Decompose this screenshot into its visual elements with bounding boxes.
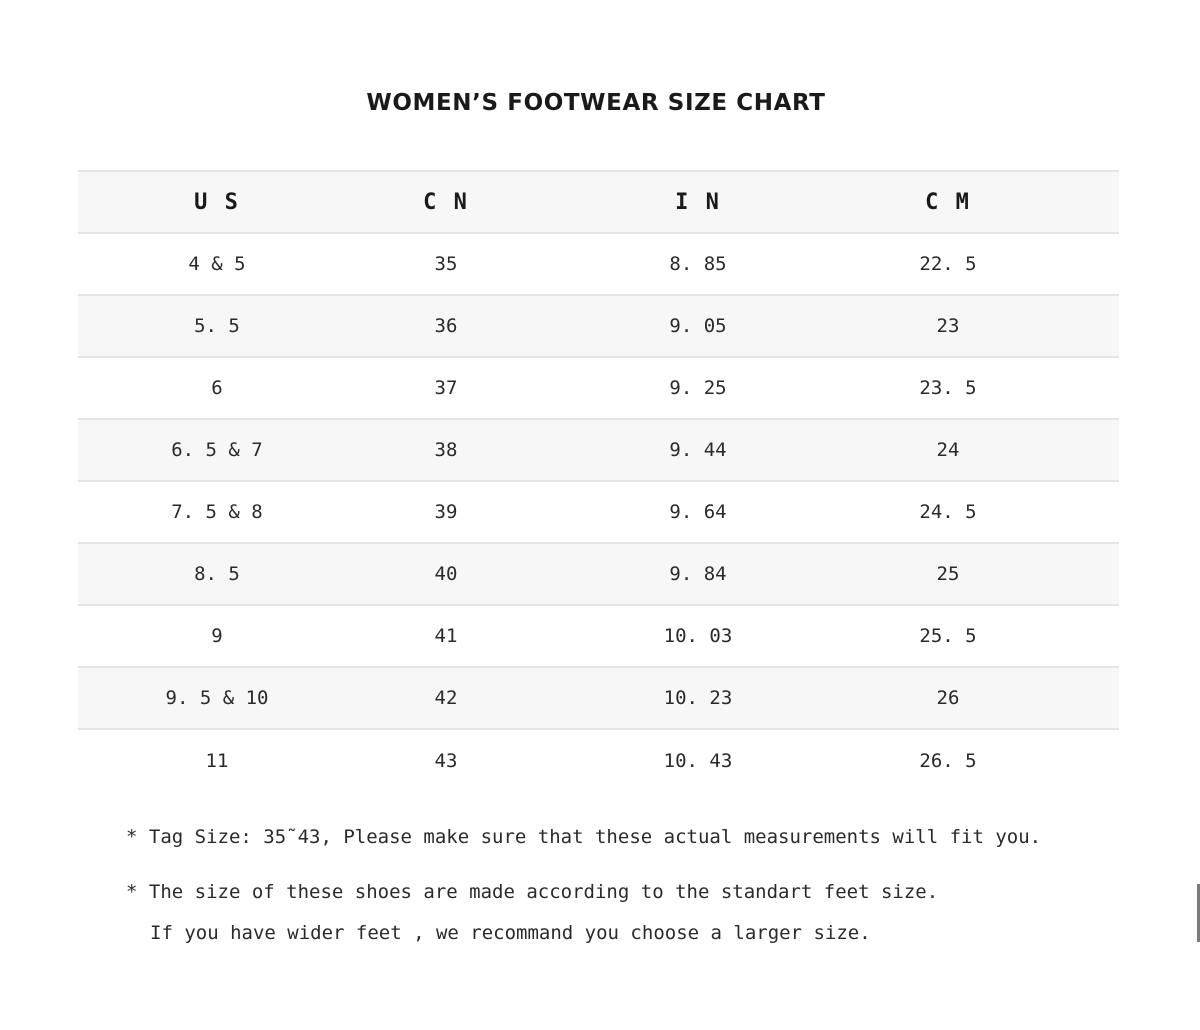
table-header-row [78,170,1119,234]
cell-cm: 23. 5 [919,377,977,399]
table-row [78,234,1119,296]
note-standard-size: * The size of these shoes are made according to the standart feet size. [126,881,939,903]
cell-cm: 26. 5 [919,750,977,772]
cell-cm: 25. 5 [919,625,977,647]
cell-in: 9. 05 [669,315,727,337]
cell-in: 9. 44 [669,439,727,461]
cell-us: 6 [211,377,223,399]
cell-us: 9 [211,625,223,647]
cell-cm: 22. 5 [919,253,977,275]
cell-cn: 41 [434,625,458,647]
cell-cn: 37 [434,377,458,399]
cell-cm: 25 [936,563,960,585]
table-row [78,668,1119,730]
cell-us: 6. 5 & 7 [171,439,263,461]
cell-cm: 23 [936,315,960,337]
table-row [78,606,1119,668]
cell-cn: 40 [434,563,458,585]
cell-in: 9. 25 [669,377,727,399]
header-us: U S [194,189,240,215]
header-cn: C N [423,189,469,215]
cell-cn: 38 [434,439,458,461]
header-cm: C M [925,189,971,215]
cell-us: 7. 5 & 8 [171,501,263,523]
table-row [78,730,1119,792]
cell-cn: 35 [434,253,458,275]
note-wider-feet: If you have wider feet , we recommand you choose a larger size. [150,922,871,944]
cell-cn: 36 [434,315,458,337]
table-row [78,296,1119,358]
cell-cn: 42 [434,687,458,709]
cell-us: 4 & 5 [188,253,246,275]
cell-cm: 24. 5 [919,501,977,523]
cell-cn: 39 [434,501,458,523]
header-in: I N [675,189,721,215]
cell-in: 9. 64 [669,501,727,523]
size-table [78,170,1119,792]
cell-us: 11 [205,750,229,772]
cell-in: 10. 43 [663,750,733,772]
cell-cm: 26 [936,687,960,709]
cell-in: 10. 03 [663,625,733,647]
table-row [78,358,1119,420]
note-tag-size: * Tag Size: 35˜43, Please make sure that these actual measurements will fit you. [126,826,1042,848]
cell-us: 5. 5 [194,315,240,337]
cell-in: 8. 85 [669,253,727,275]
cell-in: 9. 84 [669,563,727,585]
chart-title: WOMEN’S FOOTWEAR SIZE CHART [366,90,826,116]
cell-cn: 43 [434,750,458,772]
cell-us: 9. 5 & 10 [165,687,269,709]
table-row [78,482,1119,544]
cell-us: 8. 5 [194,563,240,585]
table-row [78,420,1119,482]
table-row [78,544,1119,606]
cell-in: 10. 23 [663,687,733,709]
cell-cm: 24 [936,439,960,461]
